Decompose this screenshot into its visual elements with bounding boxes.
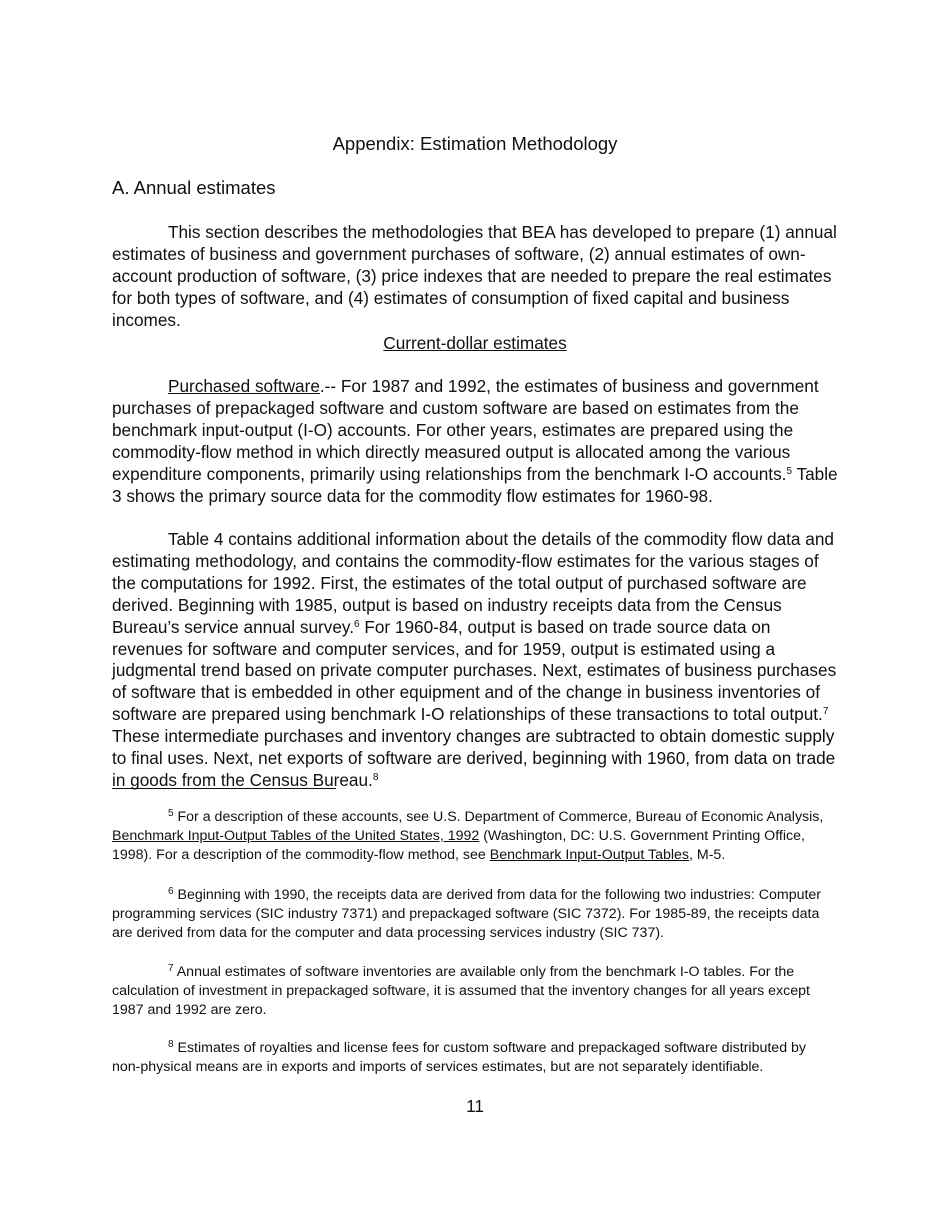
purchased-text-2: Table 3 shows the primary source data for the commodity flow estimates for 1960-98. bbox=[112, 463, 838, 506]
footnote-8-number: 8 bbox=[168, 1039, 174, 1050]
footnote-5-title-b: Benchmark Input-Output Tables bbox=[489, 847, 689, 864]
footnote-separator bbox=[112, 788, 336, 789]
footnote-5 bbox=[112, 808, 838, 866]
intro-paragraph bbox=[112, 222, 838, 332]
table4-text-3: These intermediate purchases and inventory changes are subtracted to obtain domestic supply to final uses. Next, net exports of software are derived, beginning with 1960, from data on trade in goods from the Census Bureau. bbox=[112, 726, 836, 790]
footnote-6-text: Beginning with 1990, the receipts data are derived from data for the following two industries: Computer programming services (SIC industry 7371) and prepackaged software (SIC 7372). For 1985-89, the receipts data are derived from data for the computer and data processing services industry (SIC 737). bbox=[112, 887, 822, 942]
subheading-current-dollar bbox=[0, 332, 950, 354]
purchased-software-paragraph bbox=[112, 376, 838, 507]
subheading-text: Current-dollar estimates bbox=[383, 333, 567, 353]
footnote-ref-6: 6 bbox=[354, 618, 360, 630]
page-number: 11 bbox=[466, 1096, 484, 1116]
footnote-7-number: 7 bbox=[168, 963, 174, 974]
page-title: Appendix: Estimation Methodology bbox=[332, 133, 618, 154]
table4-text-2: For 1960-84, output is based on trade source data on revenues for software and computer services, and for 1959, output is estimated using a judgmental trend based on private computer purchases. Next, estimates of business purchases of software that is embedded in other equipment and of the change in business inventories of software are prepared using benchmark I-O relationships of these transactions to total output. bbox=[112, 616, 837, 725]
footnote-8-text: Estimates of royalties and license fees for custom software and prepackaged software distributed by non-physical means are in exports and imports of services estimates, but are not separately identifiable. bbox=[112, 1040, 807, 1076]
footnote-8 bbox=[112, 1039, 838, 1077]
purchased-software-lead: Purchased software bbox=[168, 376, 320, 396]
footnote-ref-7: 7 bbox=[822, 706, 829, 718]
footnote-ref-8: 8 bbox=[372, 771, 379, 783]
footnote-7 bbox=[112, 963, 838, 1021]
purchased-text-1: .-- For 1987 and 1992, the estimates of business and government purchases of prepackaged software and custom software are based on estimates from the benchmark input-output (I-O) accounts. For other years, estimates are prepared using the commodity-flow method in which directly measured output is allocated among the various expenditure components, primarily using relationships from the benchmark I-O accounts. bbox=[112, 376, 819, 484]
footnote-6 bbox=[112, 886, 838, 944]
table4-paragraph bbox=[112, 529, 838, 792]
footnote-5-text-b: (Washington, DC: U.S. Government Printing Office, 1998). For a description of the commodity-flow method, see bbox=[112, 828, 805, 864]
footnote-5-text-a: For a description of these accounts, see U.S. Department of Commerce, Bureau of Economic Analysis, bbox=[173, 809, 824, 825]
footnote-ref-5: 5 bbox=[786, 465, 793, 477]
intro-text: This section describes the methodologies that BEA has developed to prepare (1) annual estimates of business and government purchases of software, (2) annual estimates of own-account production of software, (3) price indexes that are needed to prepare the real estimates for both types of software, and (4) estimates of consumption of fixed capital and business incomes. bbox=[112, 222, 837, 330]
table4-text-1: Table 4 contains additional information about the details of the commodity flow data and estimating methodology, and contains the commodity-flow estimates for the various stages of the computations for 1992. First, the estimates of the total output of purchased software are derived. Beginning with 1985, output is based on industry receipts data from the Census Bureau’s service annual survey. bbox=[112, 529, 834, 637]
footnote-5-title-a: Benchmark Input-Output Tables of the United States, 1992 bbox=[112, 828, 480, 845]
footnote-5-text-c: , M-5. bbox=[689, 847, 726, 864]
footnote-7-text: Annual estimates of software inventories are available only from the benchmark I-O tables. For the calculation of investment in prepackaged software, it is assumed that the inventory changes for all years except 1987 and 1992 are zero. bbox=[112, 964, 810, 1019]
section-heading: A. Annual estimates bbox=[112, 177, 276, 198]
footnote-5-number: 5 bbox=[168, 808, 174, 819]
footnote-6-number: 6 bbox=[168, 886, 174, 897]
